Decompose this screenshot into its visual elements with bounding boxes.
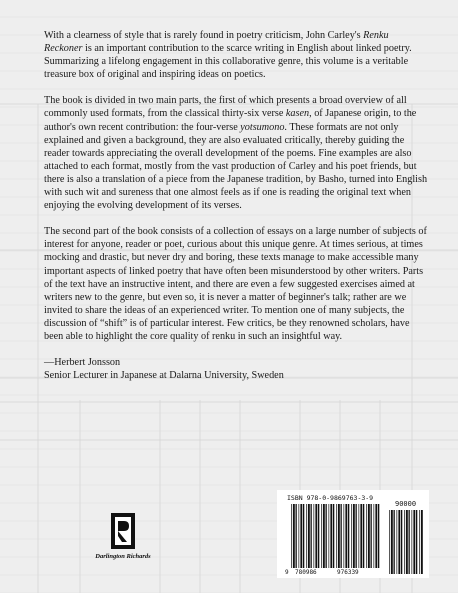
barcode-bar bbox=[353, 504, 355, 568]
book-title-italic: Renku Reckoner bbox=[44, 30, 389, 55]
barcode-bar bbox=[344, 504, 345, 568]
barcode-bar bbox=[421, 510, 423, 574]
barcode-bar bbox=[321, 504, 322, 568]
barcode-bar bbox=[359, 504, 360, 568]
barcode-bar bbox=[291, 504, 292, 568]
barcode-bar bbox=[338, 504, 340, 568]
term-yotsumono: yotsumono bbox=[240, 121, 285, 133]
barcode-bar bbox=[413, 510, 415, 574]
blurb-paragraph-3: The second part of the book consists of a collection of essays on a large number of subjects of interest for anyone, reader or poet, curious about this unique genre. At times serious, at times mocking and drastic, but never dry and boring, these texts manage to make accessible many important aspects of linked poetry that have often been misunderstood by other writers. Parts of the text have an instructive intent, and there are even a few suggested exercises aimed at writers new to the genre, but even so, it is never a matter of beginner's talk; rather are we invited to share the ideas of an experienced writer. To mention one of many subjects, the discussion of “shift” is of particular interest. Few critics, be they renowned scholars, have been able to highlight the core quality of renku in such an insightful way. bbox=[44, 226, 427, 342]
price-code: 90000 bbox=[395, 500, 417, 508]
barcode-bar bbox=[409, 510, 410, 574]
barcode-bar bbox=[333, 504, 334, 568]
barcode-bar bbox=[311, 504, 312, 568]
barcode-bar bbox=[348, 504, 349, 568]
barcode-bar bbox=[329, 504, 330, 568]
barcode-bar bbox=[303, 504, 304, 568]
barcode-bar bbox=[360, 504, 362, 568]
barcode-bar bbox=[404, 510, 405, 574]
term-kasen: kasen bbox=[285, 108, 310, 120]
barcode-bar bbox=[314, 504, 315, 568]
barcode-bar bbox=[336, 504, 337, 568]
barcode-bar bbox=[356, 504, 357, 568]
barcode-bar bbox=[368, 504, 370, 568]
blurb-text: is an important contribution to the scarce writing in English about linked poetry. Summarizing a lifelong engagement in this collaborative genre, this volume is a veritable treasure box of original and inspiring ideas on poetics. bbox=[44, 43, 412, 81]
barcode-bar bbox=[351, 504, 352, 568]
barcode-bar bbox=[416, 510, 417, 574]
blurb-paragraph-1 bbox=[44, 29, 428, 81]
barcode-bar bbox=[371, 504, 372, 568]
publisher-name: Darlington Richards bbox=[95, 553, 151, 560]
barcode-bar bbox=[374, 504, 375, 568]
barcode-bar bbox=[300, 504, 302, 568]
barcode-bar bbox=[394, 510, 395, 574]
reviewer-name: —Herbert Jonsson bbox=[44, 357, 121, 369]
barcode-bar bbox=[363, 504, 364, 568]
barcode-bar bbox=[326, 504, 327, 568]
barcode-bar bbox=[308, 504, 310, 568]
barcode-bar bbox=[296, 504, 297, 568]
barcode-bar bbox=[318, 504, 319, 568]
barcode-bar bbox=[397, 510, 398, 574]
blurb-text: , of Japanese origin, to the author's own recent contribution: the four-verse bbox=[44, 108, 417, 133]
blurb-paragraph-2 bbox=[44, 94, 428, 212]
barcode-bar bbox=[398, 510, 400, 574]
barcode-bar bbox=[330, 504, 332, 568]
barcode-bar bbox=[293, 504, 295, 568]
barcode-bar bbox=[366, 504, 367, 568]
reviewer-signature bbox=[44, 356, 428, 382]
publisher-logo bbox=[86, 512, 160, 572]
barcode-bar bbox=[406, 510, 408, 574]
barcode-bar bbox=[378, 504, 379, 568]
barcode-bar bbox=[341, 504, 342, 568]
blurb-text: . These formats are not only explained and given a background, they are also evaluated critically, thereby guiding the reader towards appreciating the overall development of the poems. Fine examples are also attached to each format, mostly from the vast production of Carley and his poet friends, but there is also a translation of a piece from the Japanese tradition, by Basho, turned into English with such wit and sureness that one almost feels as if one is reading the original text when enjoying the evolving development of its verses. bbox=[44, 121, 428, 212]
barcode-bar bbox=[401, 510, 402, 574]
barcode-bar bbox=[419, 510, 420, 574]
isbn-number: ISBN 978-0-9869763-3-9 bbox=[287, 494, 374, 502]
barcode-digit-first: 9 bbox=[285, 569, 289, 576]
publisher-emblem-icon bbox=[110, 512, 136, 550]
barcode-bar bbox=[391, 510, 393, 574]
isbn-barcode bbox=[277, 490, 429, 578]
barcode-bar bbox=[306, 504, 307, 568]
barcode-bar bbox=[315, 504, 317, 568]
barcode-bar bbox=[375, 504, 377, 568]
barcode-bar bbox=[412, 510, 413, 574]
barcode-digits-right: 976339 bbox=[337, 569, 359, 576]
back-cover-blurb bbox=[44, 29, 428, 382]
barcode-bar bbox=[389, 510, 390, 574]
barcode-digits-left: 780986 bbox=[295, 569, 317, 576]
reviewer-title: Senior Lecturer in Japanese at Dalarna University, Sweden bbox=[44, 370, 284, 382]
barcode-bar bbox=[299, 504, 300, 568]
barcode-bar bbox=[345, 504, 347, 568]
barcode-bar bbox=[323, 504, 325, 568]
blurb-text: The book is divided in two main parts, the first of which presents a broad overview of all commonly used formats, from the classical thirty-six verse bbox=[44, 95, 407, 120]
blurb-text: With a clearness of style that is rarely found in poetry criticism, John Carley's bbox=[44, 30, 364, 41]
